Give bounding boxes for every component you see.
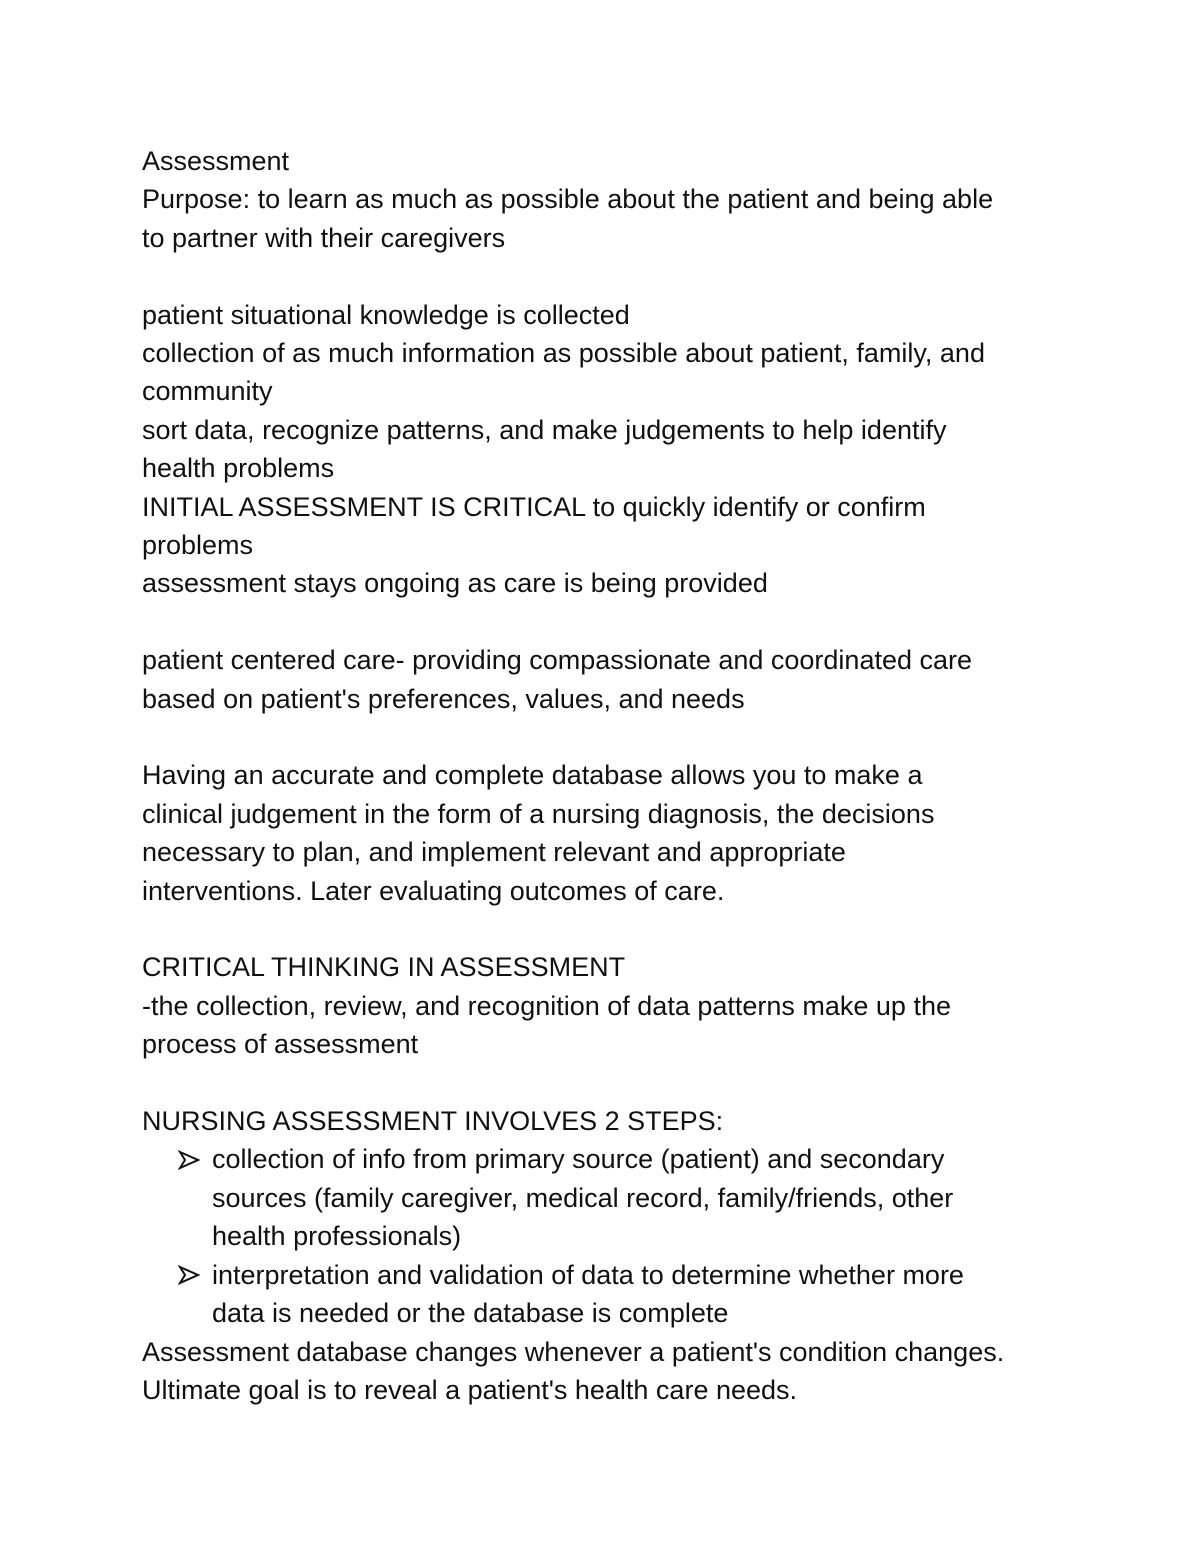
paragraph-line: interventions. Later evaluating outcomes of care. [142, 875, 725, 906]
paragraph-line: patient centered care- providing compassionate and coordinated care [142, 645, 973, 676]
paragraph-line: necessary to plan, and implement relevant and appropriate [142, 837, 846, 868]
document-page [142, 142, 1072, 1409]
step-line: data is needed or the database is complete [212, 1298, 729, 1329]
paragraph-line: -the collection, review, and recognition of data patterns make up the [142, 990, 951, 1021]
paragraph-line: community [142, 376, 273, 407]
blank-line [142, 1064, 1072, 1102]
paragraph-line: health problems [142, 453, 335, 484]
arrowhead-bullet-icon [178, 1256, 202, 1294]
blank-line [142, 257, 1072, 295]
paragraph-line: INITIAL ASSESSMENT IS CRITICAL to quickly identify or confirm [142, 491, 926, 522]
step-line: collection of info from primary source (patient) and secondary [212, 1144, 945, 1175]
paragraph-line: problems [142, 530, 254, 561]
step-line: interpretation and validation of data to determine whether more [212, 1259, 964, 1290]
blank-line [142, 603, 1072, 641]
purpose-line-2: to partner with their caregivers [142, 222, 506, 253]
closing-line: Ultimate goal is to reveal a patient's health care needs. [142, 1374, 798, 1405]
section-heading: CRITICAL THINKING IN ASSESSMENT [142, 952, 626, 983]
blank-line [142, 910, 1072, 948]
paragraph-line: clinical judgement in the form of a nursing diagnosis, the decisions [142, 798, 935, 829]
purpose-line-1: Purpose: to learn as much as possible about the patient and being able [142, 184, 994, 215]
paragraph-line: collection of as much information as possible about patient, family, and [142, 338, 985, 369]
paragraph-line: based on patient's preferences, values, and needs [142, 683, 745, 714]
paragraph-line: process of assessment [142, 1029, 419, 1060]
step-list-item [142, 1140, 1072, 1255]
paragraph-line: sort data, recognize patterns, and make judgements to help identify [142, 414, 947, 445]
document-title: Assessment [142, 146, 290, 176]
paragraph-line: Having an accurate and complete database allows you to make a [142, 760, 923, 791]
step-list-item [142, 1256, 1072, 1333]
step-line: sources (family caregiver, medical record, family/friends, other [212, 1182, 954, 1213]
steps-heading: NURSING ASSESSMENT INVOLVES 2 STEPS: [142, 1106, 724, 1137]
step-line: health professionals) [212, 1221, 462, 1252]
paragraph-line: assessment stays ongoing as care is being provided [142, 568, 768, 599]
paragraph-line: patient situational knowledge is collected [142, 299, 630, 330]
arrowhead-bullet-icon [178, 1140, 202, 1178]
blank-line [142, 718, 1072, 756]
closing-line: Assessment database changes whenever a patient's condition changes. [142, 1336, 1005, 1367]
